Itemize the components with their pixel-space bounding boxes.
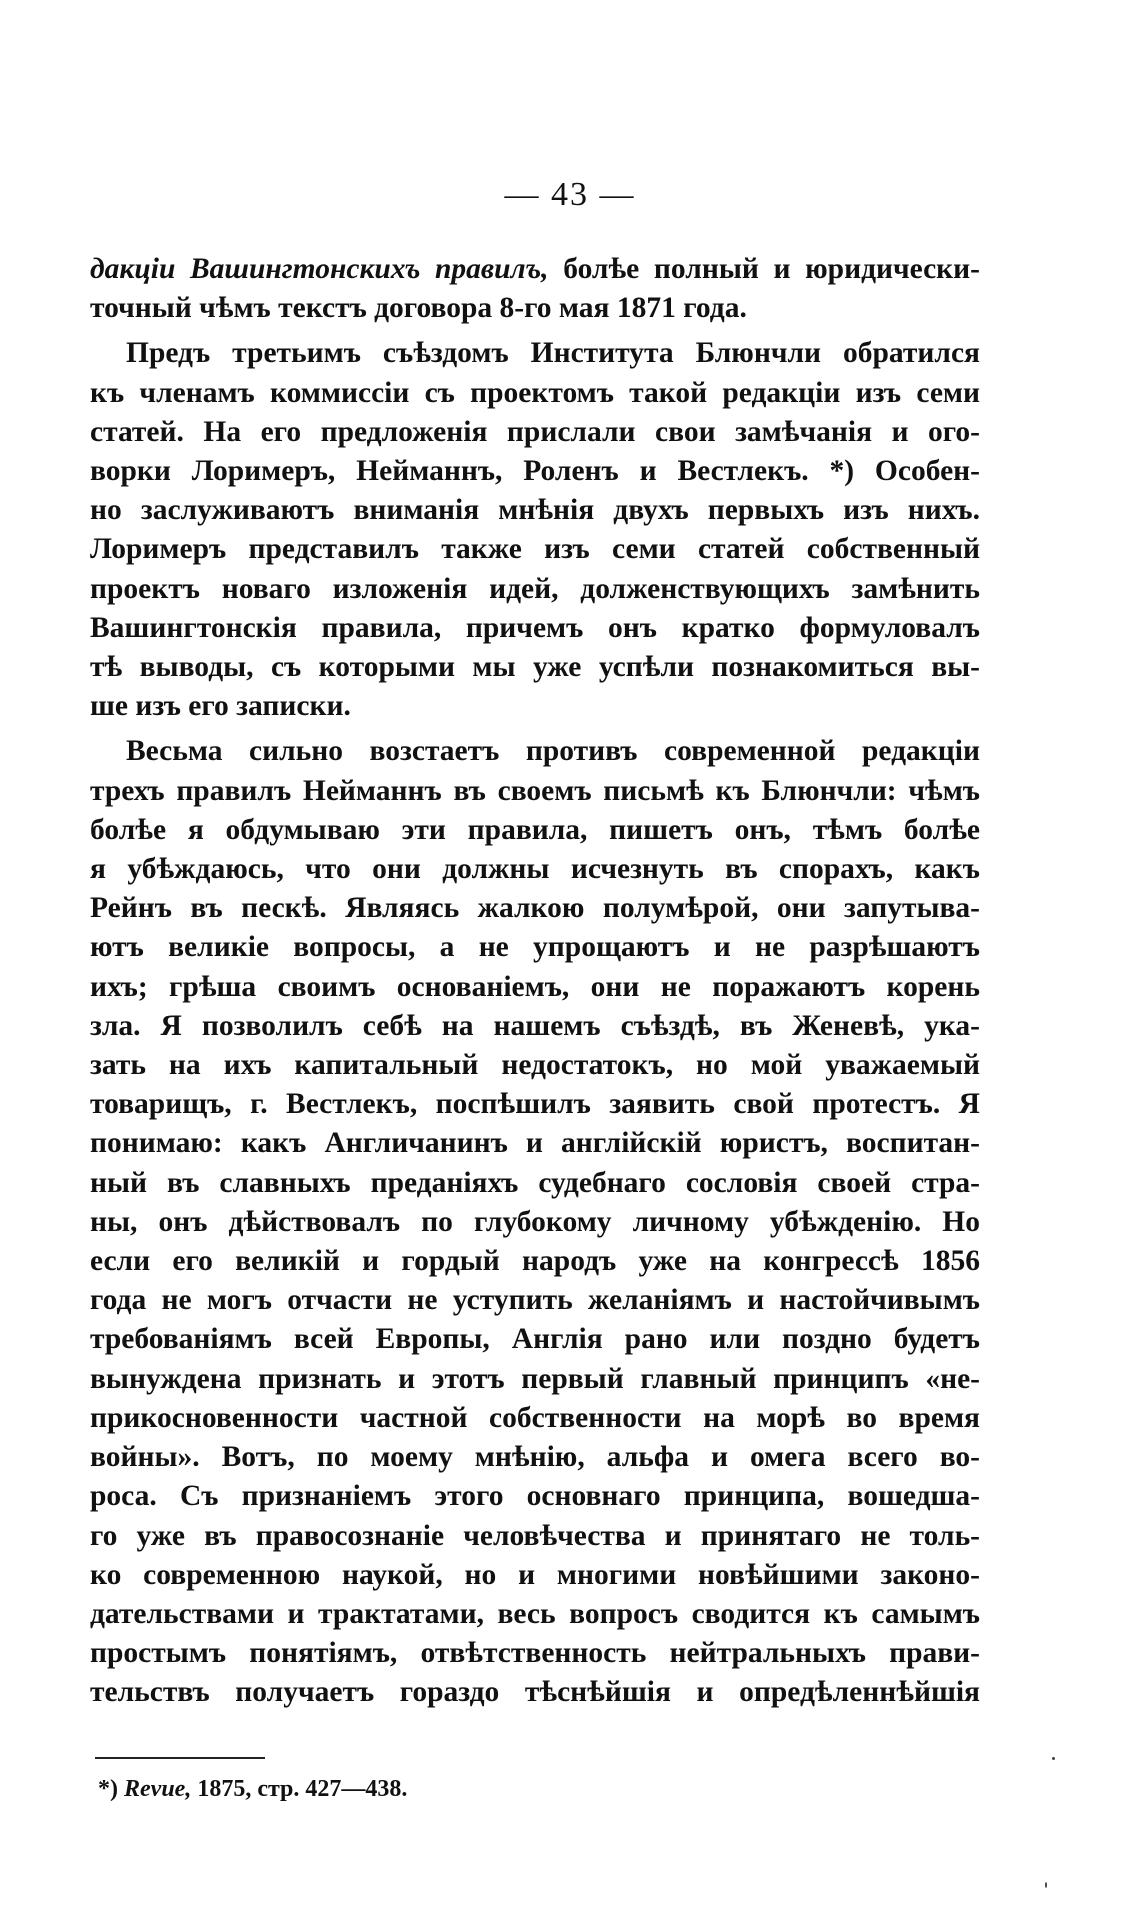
paragraph-start-2: Весьма сильно возстаетъ противъ современной редакціи [126,735,980,768]
text-line-25: ны, онъ дѣйствовалъ по глубокому личному убѣжденію. Но [90,1205,980,1238]
text-line-23: понимаю: какъ Англичанинъ и англійскій юристъ, воспитан- [90,1127,980,1160]
italic-phrase: дакціи Вашингтонскихъ правилъ, [90,253,549,285]
scan-speck [1052,1757,1055,1760]
footnote-journal: Revue, [124,1776,192,1802]
text-line-12: ше изъ его записки. [90,690,351,723]
text-line-19: ихъ; грѣша своимъ основаніемъ, они не поражаютъ корень [90,970,980,1003]
page-number: — 43 — [504,176,636,213]
footnote-divider [95,1757,265,1759]
text-line-33: го уже въ правосознаніе человѣчества и принятаго не толь- [90,1519,980,1552]
text-line-29: вынуждена признать и этотъ первый главный принципъ «не- [90,1362,980,1395]
footnote-reference: 1875, стр. 427—438. [191,1776,408,1802]
footnote-marker: *) [98,1776,118,1802]
paragraph-start-1: Предъ третьимъ съѣздомъ Института Блюнчли обратился [126,337,980,370]
text-line-6: ворки Лоримеръ, Нейманнъ, Роленъ и Вестлекъ. *) Особен- [90,455,980,488]
text-line-22: товарищъ, г. Вестлекъ, поспѣшилъ заявить свой протестъ. Я [90,1088,980,1121]
text-line-14: трехъ правилъ Нейманнъ въ своемъ письмѣ къ Блюнчли: чѣмъ [90,774,980,807]
text-line-34: ко современною наукой, но и многими новѣйшими законо- [90,1558,980,1591]
text-line-18: ютъ великіе вопросы, а не упрощаютъ и не разрѣшаютъ [90,931,980,964]
text-line-15: болѣе я обдумываю эти правила, пишетъ онъ, тѣмъ болѣе [90,813,980,846]
text-line-24: ный въ славныхъ преданіяхъ судебнаго сословія своей стра- [90,1166,980,1199]
body-text [90,250,980,1713]
text-line-31: войны». Вотъ, по моему мнѣнію, альфа и омега всего во- [90,1441,980,1474]
text-line-32: роса. Съ признаніемъ этого основнаго принципа, вошедша- [90,1480,980,1513]
text-line-21: зать на ихъ капитальный недостатокъ, но мой уважаемый [90,1049,980,1082]
text-line-8: Лоримеръ представилъ также изъ семи статей собственный [90,533,980,566]
text-line-27: года не могъ отчасти не уступить желаніямъ и настойчивымъ [90,1284,980,1317]
text-line-2: точный чѣмъ текстъ договора 8-го мая 1871 года. [90,292,747,325]
text-line-10: Вашингтонскія правила, причемъ онъ кратко формуловалъ [90,611,980,644]
scan-speck [1045,1882,1047,1888]
text-line-26: если его великій и гордый народъ уже на конгрессѣ 1856 [90,1245,980,1278]
text-line-7: но заслуживаютъ вниманія мнѣнія двухъ первыхъ изъ нихъ. [90,494,980,527]
text-line-28: требованіямъ всей Европы, Англія рано или поздно будетъ [90,1323,980,1356]
text-line-11: тѣ выводы, съ которыми мы уже успѣли познакомиться вы- [90,651,980,684]
text-line-1: дакціи Вашингтонскихъ правилъ, болѣе полный и юридически- [90,253,980,285]
text-line-5: статей. На его предложенія прислали свои замѣчанія и ого- [90,415,980,448]
footnote [98,1776,407,1803]
text-line-4: къ членамъ коммиссіи съ проектомъ такой редакціи изъ семи [90,376,980,409]
text-line-30: прикосновенности частной собственности на морѣ во время [90,1401,980,1434]
text-line-17: Рейнъ въ пескѣ. Являясь жалкою полумѣрой, они запутыва- [90,892,980,925]
text-line-20: зла. Я позволилъ себѣ на нашемъ съѣздѣ, въ Женевѣ, ука- [90,1009,980,1042]
text-line-37: тельствъ получаетъ гораздо тѣснѣйшія и опредѣленнѣйшія [90,1676,980,1709]
text-line-16: я убѣждаюсь, что они должны исчезнуть въ спорахъ, какъ [90,853,980,886]
text-line-36: простымъ понятіямъ, отвѣтственность нейтральныхъ прави- [90,1637,980,1670]
text-line-9: проектъ новаго изложенія идей, долженствующихъ замѣнить [90,572,980,605]
text-line-35: дательствами и трактатами, весь вопросъ сводится къ самымъ [90,1597,980,1630]
